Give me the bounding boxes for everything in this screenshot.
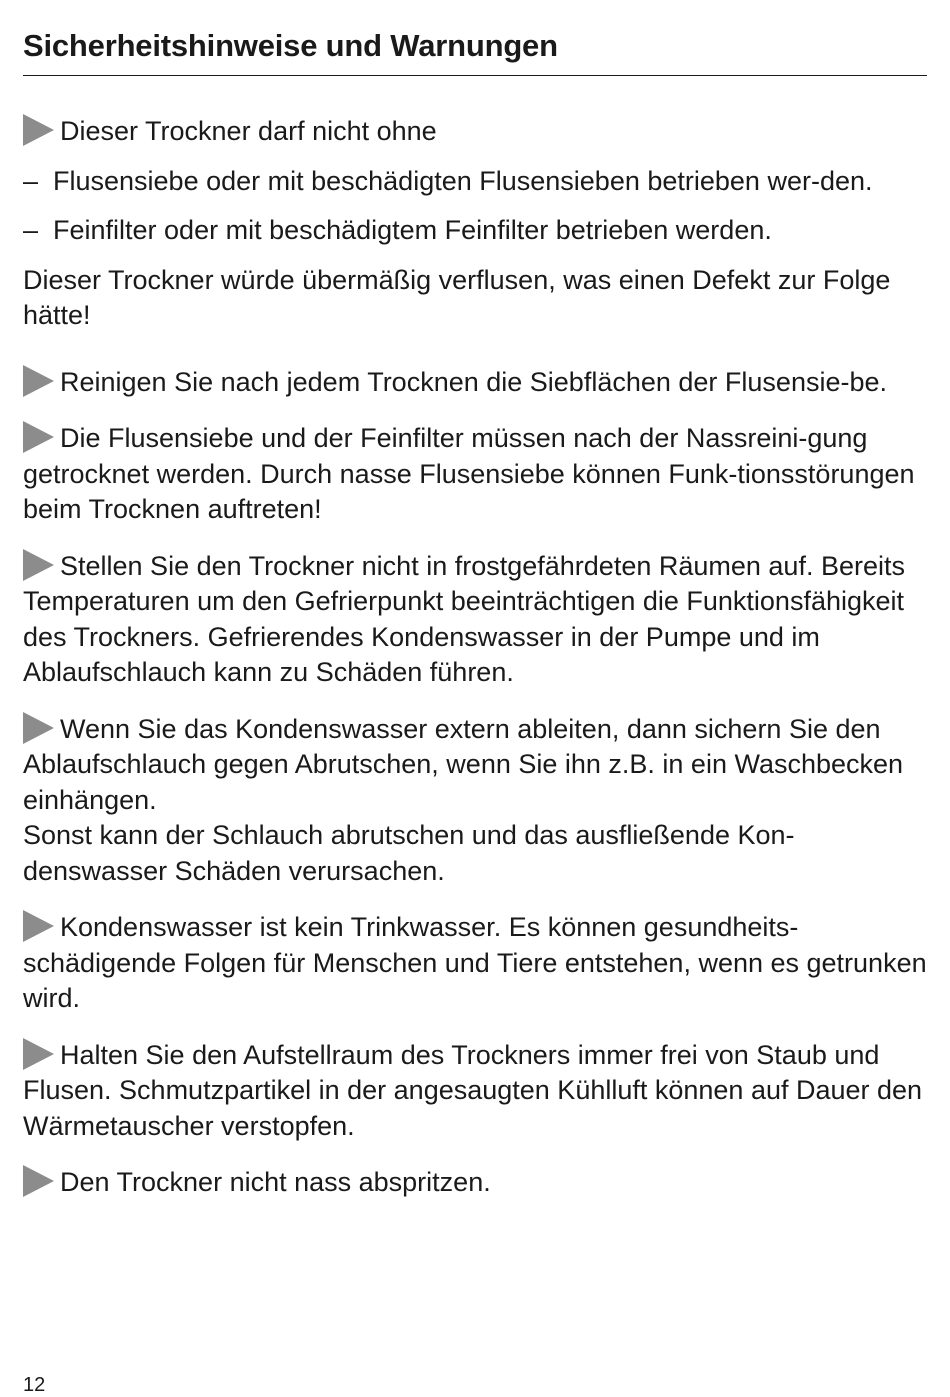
- warning-text: Kondenswasser ist kein Trinkwasser. Es können gesundheits-schädigende Folgen für Menschen und Tiere entstehen, wenn es getrunken wird.: [23, 912, 927, 1013]
- list-item-text: Flusensiebe oder mit beschädigten Flusensieben betrieben wer-den.: [53, 165, 873, 196]
- warning-not-drinking-water: [23, 910, 927, 1017]
- warning-lint-filters: [23, 114, 927, 150]
- list-item-text: Feinfilter oder mit beschädigtem Feinfilter betrieben werden.: [53, 215, 772, 245]
- warning-no-spray: [23, 1165, 927, 1201]
- warning-drain-hose: [23, 712, 927, 890]
- triangle-marker-icon: [23, 910, 54, 942]
- warning-frost: [23, 549, 927, 691]
- page-number: 12: [23, 1374, 46, 1396]
- warning-intro-text: Dieser Trockner darf nicht ohne: [60, 116, 437, 146]
- warning-text: Halten Sie den Aufstellraum des Trockners immer frei von Staub und Flusen. Schmutzpartikel in der angesaugten Kühlluft können auf Dauer den Wärmetauscher verstopfen.: [23, 1039, 923, 1141]
- warning-consequence: Dieser Trockner würde übermäßig verflusen, was einen Defekt zur Folge hätte!: [23, 264, 891, 330]
- warning-text: Den Trockner nicht nass abspritzen.: [60, 1167, 491, 1197]
- warning-dry-filters: [23, 421, 927, 528]
- warning-text: Die Flusensiebe und der Feinfilter müssen nach der Nassreini-gung getrocknet werden. Durch nasse Flusensiebe können Funk-tionsstörungen beim Trocknen auftreten!: [23, 423, 915, 524]
- warning-text-continued: Sonst kann der Schlauch abrutschen und das ausfließende Kon-denswasser Schäden verursachen.: [23, 820, 795, 886]
- warning-clean-filters: [23, 365, 927, 401]
- warning-text: Wenn Sie das Kondenswasser extern ableiten, dann sichern Sie den Ablaufschlauch gegen Abrutschen, wenn Sie ihn z.B. in ein Waschbecken einhängen.: [23, 713, 904, 815]
- triangle-marker-icon: [23, 549, 54, 581]
- triangle-marker-icon: [23, 712, 54, 744]
- dash-bullet: –: [23, 215, 39, 245]
- warning-text: Stellen Sie den Trockner nicht in frostgefährdeten Räumen auf. Bereits Temperaturen um den Gefrierpunkt beeinträchtigen die Funktionsfähigkeit des Trockners. Gefrierendes Kondenswasser in der Pumpe und im Ablaufschlauch kann zu Schäden führen.: [23, 550, 905, 687]
- triangle-marker-icon: [23, 365, 54, 397]
- list-item: [23, 164, 927, 200]
- triangle-marker-icon: [23, 1038, 54, 1070]
- triangle-marker-icon: [23, 421, 54, 453]
- list-item: [23, 213, 927, 249]
- dash-bullet: –: [23, 165, 39, 196]
- section-title: Sicherheitshinweise und Warnungen: [23, 28, 558, 63]
- warning-text: Reinigen Sie nach jedem Trocknen die Siebflächen der Flusensie-be.: [60, 366, 887, 397]
- triangle-marker-icon: [23, 1165, 54, 1197]
- triangle-marker-icon: [23, 114, 54, 146]
- warning-dust-free: [23, 1038, 927, 1145]
- title-rule: [23, 75, 927, 76]
- warnings-body: [23, 114, 927, 1222]
